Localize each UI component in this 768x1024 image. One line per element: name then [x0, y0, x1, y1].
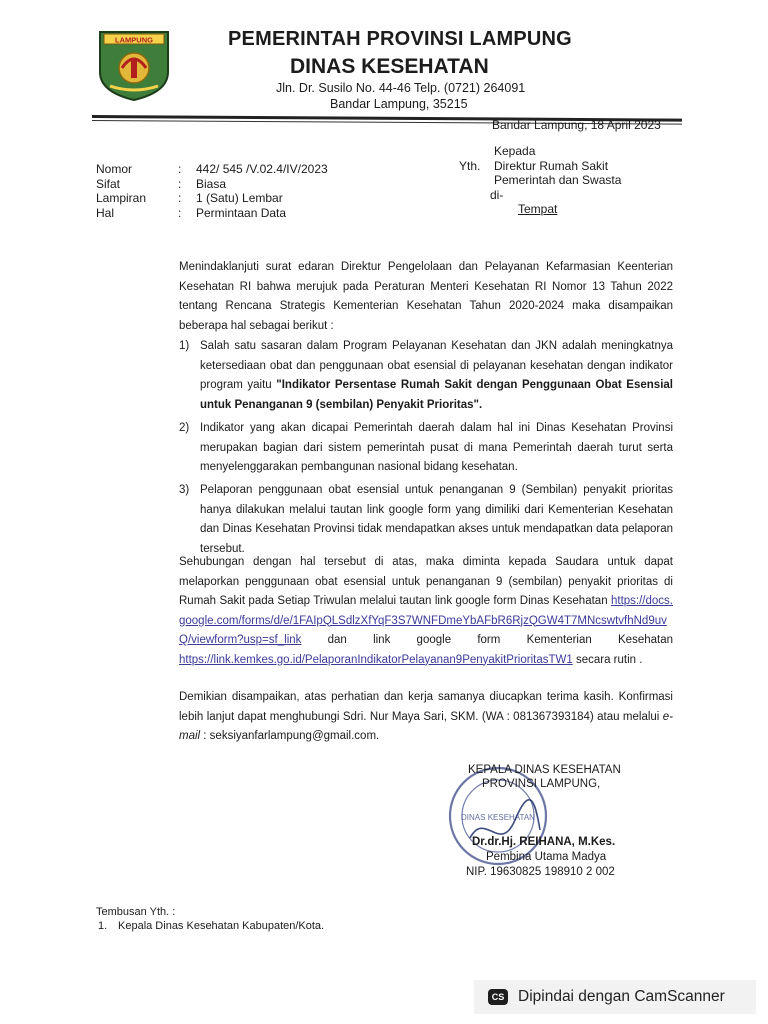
- meta-value: 442/ 545 /V.02.4/IV/2023: [196, 162, 328, 176]
- meta-colon: :: [178, 205, 182, 220]
- recipient-line-3: di-: [490, 188, 504, 202]
- meta-label: Hal: [96, 205, 115, 220]
- meta-colon: :: [178, 176, 182, 191]
- email-label: e-mail: [179, 710, 673, 742]
- request-text-3: secara rutin .: [572, 653, 643, 666]
- lampung-emblem-logo: [96, 28, 172, 102]
- letter-meta: [96, 162, 328, 220]
- meta-value: 1 (Satu) Lembar: [196, 191, 283, 205]
- meta-label: Nomor: [96, 162, 133, 176]
- meta-value: Biasa: [196, 176, 227, 191]
- meta-row-nomor: [96, 162, 328, 177]
- agency-address: Jln. Dr. Susilo No. 44-46 Telp. (0721) 264091: [276, 81, 526, 95]
- kemenkes-form-link[interactable]: https://link.kemkes.go.id/PelaporanIndikatorPelayanan9PenyakitPrioritasTW1: [179, 653, 573, 666]
- list-number: 1): [179, 340, 190, 352]
- copies-text: Kepala Dinas Kesehatan Kabupaten/Kota.: [118, 920, 325, 932]
- request-text: Sehubungan dengan hal tersebut di atas, maka diminta kepada Saudara untuk dapat melaporkan penggunaan obat esensial untuk penanganan 9 (sembilan) penyakit prioritas di Rumah Sakit pada Setiap Triwulan melalui tautan link google form Dinas Kesehatan: [179, 556, 673, 607]
- meta-row-hal: [96, 206, 328, 221]
- closing-paragraph: [179, 688, 673, 747]
- meta-label: Sifat: [96, 176, 121, 191]
- camscanner-icon: CS: [488, 989, 508, 1005]
- camscanner-watermark: [474, 980, 756, 1014]
- stamp-text: DINAS KESEHATAN: [461, 813, 535, 822]
- signatory-nip: NIP. 19630825 198910 2 002: [466, 866, 615, 878]
- recipient-line-4: Tempat: [518, 202, 558, 216]
- signatory-province: PROVINSI LAMPUNG,: [482, 778, 601, 790]
- meta-row-lampiran: [96, 191, 328, 206]
- signatory-rank: Pembina Utama Madya: [486, 851, 607, 863]
- recipient-line-1: Direktur Rumah Sakit: [494, 159, 609, 173]
- list-item-1: [179, 337, 673, 415]
- list-item-3: [179, 481, 673, 559]
- recipient-yth: Yth.: [459, 159, 481, 173]
- meta-row-sifat: [96, 177, 328, 192]
- closing-text: Demikian disampaikan, atas perhatian dan kerja samanya diucapkan terima kasih. Konfirmasi lebih lanjut dapat menghubungi Sdri. Nur Maya Sari, SKM. (WA : 081367393184) atau melalui: [179, 691, 673, 723]
- indicator-name: "Indikator Persentase Rumah Sakit dengan Penggunaan Obat Esensial untuk Penanganan 9 (sembilan) Penyakit Prioritas".: [200, 379, 673, 411]
- signatory-name: Dr.dr.Hj. REIHANA, M.Kes.: [472, 836, 616, 848]
- list-number: 3): [179, 484, 190, 496]
- list-number: 2): [179, 422, 190, 434]
- signatory-title: KEPALA DINAS KESEHATAN: [468, 764, 621, 776]
- agency-title: PEMERINTAH PROVINSI LAMPUNG: [228, 28, 572, 50]
- request-paragraph: [179, 553, 673, 670]
- recipient-kepada: Kepada: [494, 144, 536, 158]
- recipient-line-2: Pemerintah dan Swasta: [494, 173, 622, 187]
- emblem-text: LAMPUNG: [115, 35, 153, 45]
- list-text: [200, 337, 673, 415]
- dinkes-form-link[interactable]: https://docs.google.com/forms/d/e/1FAIpQLSdlzXfYqF3S7WNFDmeYbAFbR6RjzQGW4T7MNcswtvfhNd9uvQ/viewform?usp=sf_link: [179, 595, 673, 646]
- list-text-plain: Salah satu sasaran dalam Program Pelayanan Kesehatan dan JKN adalah meningkatnya ketersediaan obat dan penggunaan obat esensial di pelayanan kesehatan dengan indikator program yaitu: [200, 340, 673, 391]
- agency-city: Bandar Lampung, 35215: [330, 97, 468, 111]
- copies-number: 1.: [98, 920, 108, 932]
- meta-value: Permintaan Data: [196, 205, 287, 220]
- list-item-2: [179, 419, 673, 478]
- list-text: Indikator yang akan dicapai Pemerintah daerah dalam hal ini Dinas Kesehatan Provinsi merupakan bagian dari sistem pemerintah pusat di mana Pemerintah daerah turut serta menyelenggarakan pembangunan nasional bidang kesehatan.: [200, 422, 673, 473]
- request-text-2: dan link google form Kementerian Kesehatan: [301, 634, 673, 646]
- meta-colon: :: [178, 162, 182, 176]
- intro-paragraph: Menindaklanjuti surat edaran Direktur Pengelolaan dan Pelayanan Kefarmasian Keenterian Kesehatan RI bahwa merujuk pada Peraturan Menteri Kesehatan RI Nomor 13 Tahun 2022 tentang Rencana Strategis Kementerian Kesehatan Tahun 2020-2024 maka disampaikan beberapa hal sebagai berikut :: [179, 261, 673, 332]
- watermark-text: Dipindai dengan CamScanner: [518, 988, 725, 1005]
- copies-item: [98, 920, 324, 932]
- meta-colon: :: [178, 191, 182, 205]
- meta-label: Lampiran: [96, 191, 147, 205]
- copies-title: Tembusan Yth. :: [96, 906, 176, 918]
- closing-email: : seksiyanfarlampung@gmail.com.: [200, 730, 380, 742]
- agency-subtitle: DINAS KESEHATAN: [290, 55, 489, 78]
- place-date: Bandar Lampung, 18 April 2023: [492, 118, 661, 132]
- list-text: Pelaporan penggunaan obat esensial untuk penanganan 9 (Sembilan) penyakit prioritas hanya dilakukan melalui tautan link google form yang dimiliki dari Kementerian Kesehatan dan Dinas Kesehatan Provinsi tidak mendapatkan akses untuk mendapatkan data pelaporan tersebut.: [200, 484, 673, 555]
